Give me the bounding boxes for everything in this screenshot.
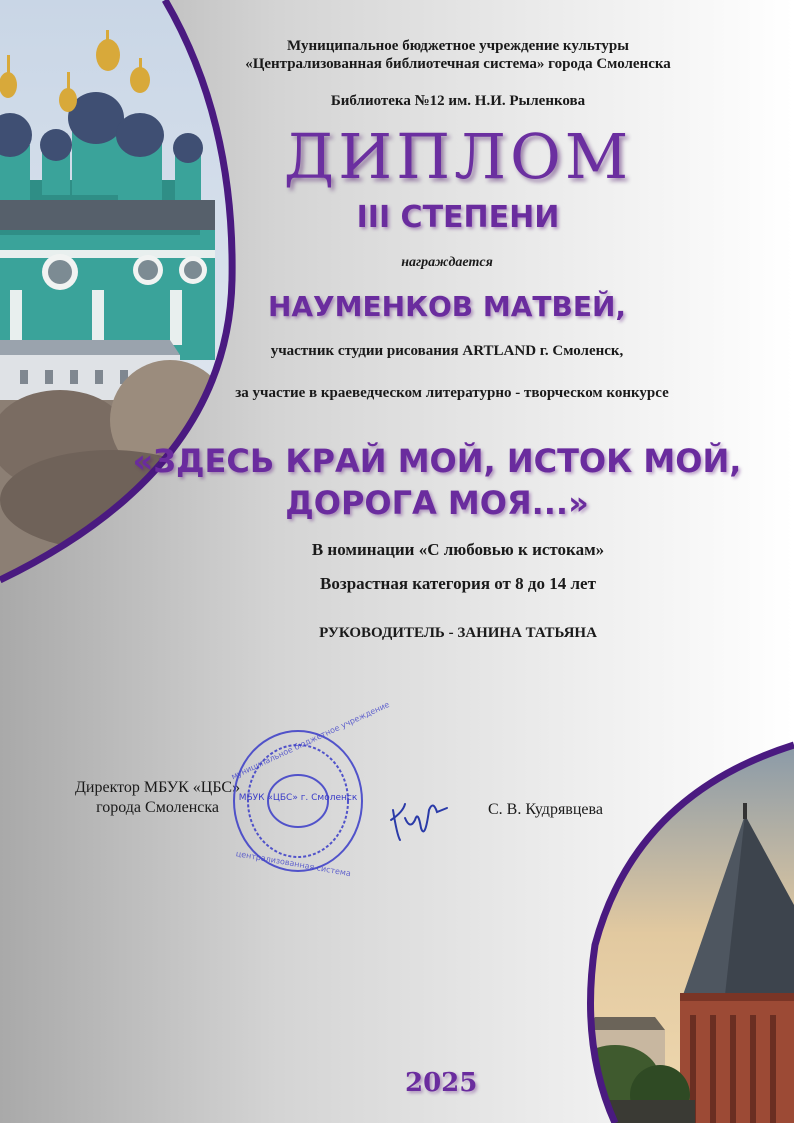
contest-name-line1: «ЗДЕСЬ КРАЙ МОЙ, ИСТОК МОЙ, [132,442,742,480]
awarded-text: награждается [401,255,493,270]
header [0,37,794,73]
stamp-text: МБУК «ЦБС» г. Смоленск [238,793,358,803]
library-name: Библиотека №12 им. Н.И. Рыленкова [330,93,586,109]
leader-text: РУКОВОДИТЕЛЬ - ЗАНИНА ТАТЬЯНА [319,625,597,641]
header-institution: Муниципальное бюджетное учреждение культуры [287,38,629,54]
signature-mark [385,790,455,845]
tower-image [575,745,794,1123]
contest-name-line2: ДОРОГА МОЯ...» [285,484,589,522]
recipient-name: НАУМЕНКОВ МАТВЕЙ, [267,290,627,323]
award-reason: за участие в краеведческом литературно - творческом конкурсе [235,385,669,401]
nomination-text: В номинации «С любовью к истокам» [311,540,605,559]
director-position [75,778,240,818]
director-name: С. В. Кудрявцева [488,801,603,818]
svg-text:централизованная система: централизованная система [235,849,352,879]
contest-name [0,440,794,524]
year: 2025 [405,1068,478,1098]
official-stamp [228,699,391,879]
svg-text:муниципальное бюджетное учрежд: муниципальное бюджетное учреждение [229,699,391,782]
header-system: «Централизованная библиотечная система» города Смоленска [245,56,671,72]
director-position-line1: Директор МБУК «ЦБС» [75,779,241,796]
degree-title: III СТЕПЕНИ [356,200,560,235]
recipient-description: участник студии рисования ARTLAND г. Смоленск, [270,343,624,359]
diploma-title [0,120,794,193]
age-category: Возрастная категория от 8 до 14 лет [320,574,596,593]
director-position-line2: города Смоленска [96,799,219,816]
diploma-heading: ДИПЛОМ [283,120,633,193]
